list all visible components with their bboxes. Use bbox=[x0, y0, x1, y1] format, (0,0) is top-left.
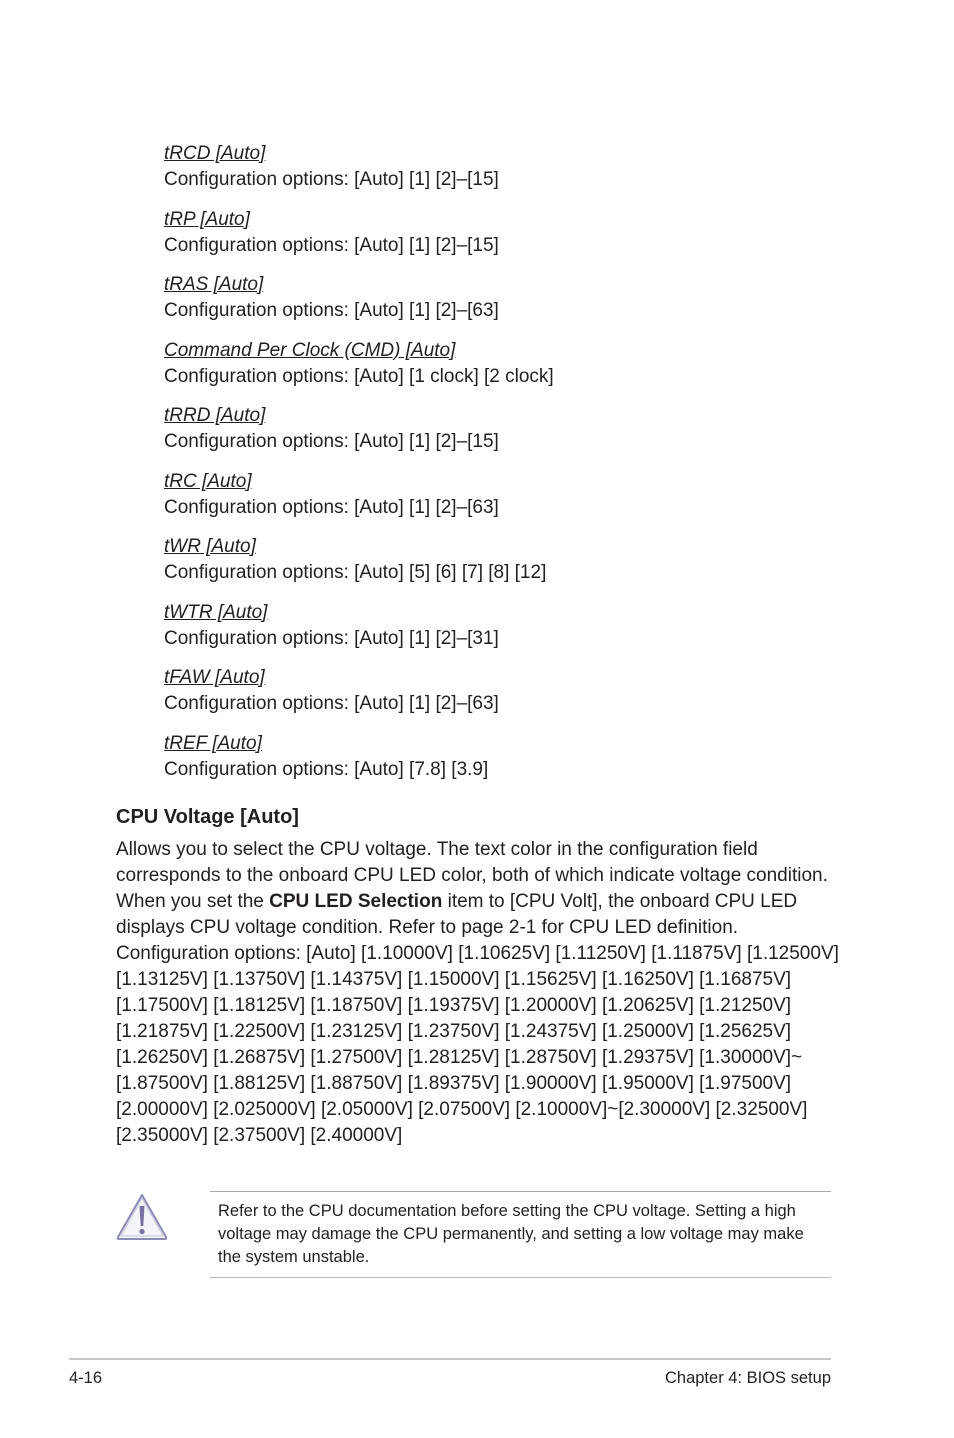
note-bottom-rule bbox=[210, 1277, 831, 1278]
item-title: tRRD [Auto] bbox=[164, 405, 266, 426]
page-number: 4-16 bbox=[69, 1369, 103, 1387]
item-title: tFAW [Auto] bbox=[164, 667, 265, 688]
item-title: tRAS [Auto] bbox=[164, 274, 264, 295]
item-options: Configuration options: [Auto] [5] [6] [7] [8] [12] bbox=[164, 562, 547, 583]
memory-timing-item-list bbox=[164, 141, 864, 796]
cpu-led-selection-term: CPU LED Selection bbox=[269, 891, 443, 912]
item-twr bbox=[164, 534, 864, 600]
item-title: tRC [Auto] bbox=[164, 470, 252, 492]
item-title: tWTR [Auto] bbox=[164, 601, 268, 623]
item-trrd bbox=[164, 403, 864, 469]
item-tfaw bbox=[164, 665, 864, 731]
item-options: Configuration options: [Auto] [1] [2]–[63] bbox=[164, 693, 499, 714]
item-options: Configuration options: [Auto] [1] [2]–[15] bbox=[164, 169, 499, 190]
item-twtr bbox=[164, 600, 864, 666]
cpu-voltage-description bbox=[116, 837, 846, 941]
cpu-voltage-body bbox=[116, 837, 846, 1149]
item-trc bbox=[164, 469, 864, 535]
cpu-voltage-heading: CPU Voltage [Auto] bbox=[116, 806, 299, 828]
item-options: Configuration options: [Auto] [1 clock] [2 clock] bbox=[164, 365, 554, 387]
item-tras bbox=[164, 272, 864, 338]
item-trcd bbox=[164, 141, 864, 207]
note-text: Refer to the CPU documentation before setting the CPU voltage. Setting a high voltage may damage the CPU permanently, and setting a low voltage may make the system unstable. bbox=[218, 1202, 804, 1266]
item-title: tRCD [Auto] bbox=[164, 143, 266, 164]
description-text: item to [CPU Volt], the onboard CPU LED displays CPU voltage condition. Refer to page 2-1 for CPU LED definition. bbox=[116, 891, 798, 938]
item-options: Configuration options: [Auto] [1] [2]–[15] bbox=[164, 234, 499, 256]
item-title: tRP [Auto] bbox=[164, 208, 250, 230]
item-title: Command Per Clock (CMD) [Auto] bbox=[164, 339, 456, 361]
chapter-title: Chapter 4: BIOS setup bbox=[664, 1369, 831, 1387]
item-options: Configuration options: [Auto] [1] [2]–[15] bbox=[164, 431, 499, 452]
item-trp bbox=[164, 207, 864, 273]
item-options: Configuration options: [Auto] [1] [2]–[63] bbox=[164, 300, 499, 321]
item-title: tWR [Auto] bbox=[164, 536, 256, 557]
item-tref bbox=[164, 731, 864, 797]
item-cmd bbox=[164, 338, 864, 404]
item-title: tREF [Auto] bbox=[164, 732, 262, 754]
footer-rule bbox=[69, 1358, 831, 1360]
item-options: Configuration options: [Auto] [1] [2]–[63] bbox=[164, 496, 499, 518]
cpu-voltage-options: Configuration options: [Auto] [1.10000V] [1.10625V] [1.11250V] [1.11875V] [1.12500V] [1.13125V] [1.13750V] [1.14375V] [1.15000V] [1.15625V] [1.16250V] [1.16875V] [1.17500V] [1.18125V] [1.18750V] [1.19375V] [1.20000V] [1.20625V] [1.21250V] [1.21875V] [1.22500V] [1.23125V] [1.23750V] [1.24375V] [1.25000V] [1.25625V] [1.26250V] [1.26875V] [1.27500V] [1.28125V] [1.28750V] [1.29375V] [1.30000V]~[1.87500V] [1.88125V] [1.88750V] [1.89375V] [1.90000V] [1.95000V] [1.97500V] [2.00000V] [2.025000V] [2.05000V] [2.07500V] [2.10000V]~[2.30000V] [2.32500V] [2.35000V] [2.37500V] [2.40000V] bbox=[116, 943, 839, 1146]
warning-icon bbox=[115, 1192, 169, 1242]
note-top-rule bbox=[210, 1191, 831, 1192]
item-options: Configuration options: [Auto] [1] [2]–[31] bbox=[164, 627, 499, 649]
item-options: Configuration options: [Auto] [7.8] [3.9] bbox=[164, 758, 489, 780]
description-text: Allows you to select the CPU voltage. The text color in the configuration field corresponds to the onboard CPU LED color, both of which indicate voltage condition. When you set the bbox=[116, 839, 828, 912]
